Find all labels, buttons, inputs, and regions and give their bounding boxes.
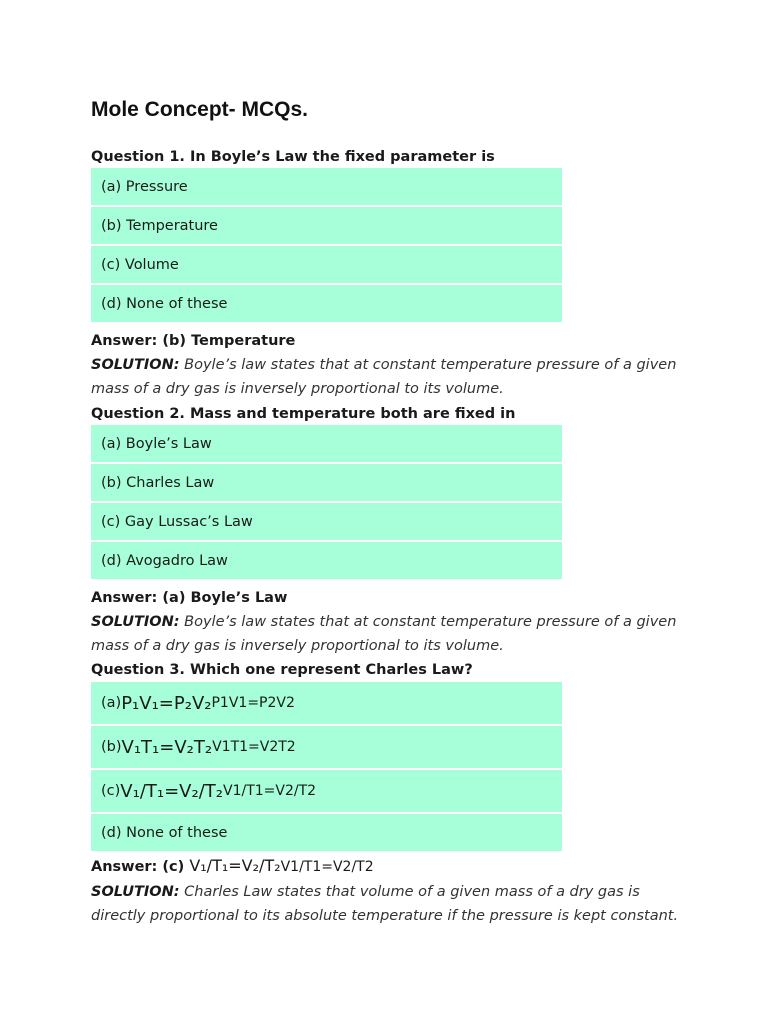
solution-label: SOLUTION: <box>91 614 180 630</box>
answer-label: Answer: (a) Boyle’s Law <box>91 590 288 606</box>
option-prefix: (b) <box>101 739 122 755</box>
solution-text: Charles Law states that volume of a given mass of a dry gas is directly proportional to its absolute temperature if the pressure is kept constant. <box>91 884 679 924</box>
option-formula-plain: V1T1=V2T2 <box>212 739 296 755</box>
question-3-solution <box>91 880 691 928</box>
question-3-options <box>91 682 562 851</box>
question-1-answer <box>91 331 295 351</box>
solution-text: Boyle’s law states that at constant temperature pressure of a given mass of a dry gas is inversely proportional to its volume. <box>91 357 677 397</box>
question-2-solution <box>91 610 691 658</box>
question-3-text: Question 3. Which one represent Charles Law? <box>91 662 473 678</box>
question-2-options <box>91 425 562 579</box>
option-prefix: (a) <box>101 695 122 711</box>
solution-text: Boyle’s law states that at constant temperature pressure of a given mass of a dry gas is inversely proportional to its volume. <box>91 614 677 654</box>
option-1d[interactable]: (d) None of these <box>91 285 562 322</box>
option-2a[interactable]: (a) Boyle’s Law <box>91 425 562 462</box>
question-2-answer <box>91 588 287 608</box>
option-formula-plain: V1/T1=V2/T2 <box>223 783 317 799</box>
option-2c[interactable]: (c) Gay Lussac’s Law <box>91 503 562 540</box>
option-1c[interactable]: (c) Volume <box>91 246 562 283</box>
option-prefix: (c) <box>101 783 121 799</box>
option-3b[interactable] <box>91 726 562 768</box>
solution-label: SOLUTION: <box>91 884 180 900</box>
answer-label: Answer: (c) <box>91 859 190 875</box>
answer-label: Answer: (b) Temperature <box>91 333 296 349</box>
question-3-answer <box>91 856 374 877</box>
option-formula-plain: P1V1=P2V2 <box>211 695 295 711</box>
option-1a[interactable]: (a) Pressure <box>91 168 562 205</box>
solution-label: SOLUTION: <box>91 357 180 373</box>
option-3c[interactable] <box>91 770 562 812</box>
question-1-text: Question 1. In Boyle’s Law the fixed parameter is <box>91 149 495 165</box>
page-title: Mole Concept- MCQs. <box>91 98 309 121</box>
option-2b[interactable]: (b) Charles Law <box>91 464 562 501</box>
option-formula: V₁/T₁=V₂/T₂ <box>120 780 223 802</box>
option-3d[interactable] <box>91 814 562 851</box>
option-formula: V₁T₁=V₂T₂ <box>121 736 213 758</box>
question-2-text: Question 2. Mass and temperature both are fixed in <box>91 406 516 422</box>
question-1-options <box>91 168 562 322</box>
option-2d[interactable]: (d) Avogadro Law <box>91 542 562 579</box>
option-1b[interactable]: (b) Temperature <box>91 207 562 244</box>
option-3a[interactable] <box>91 682 562 724</box>
question-1-solution <box>91 353 691 401</box>
option-prefix: (d) None of these <box>101 824 228 841</box>
answer-formula: V₁/T₁=V₂/T₂ <box>189 856 281 875</box>
answer-formula-plain: V1/T1=V2/T2 <box>280 859 374 875</box>
option-formula: P₁V₁=P₂V₂ <box>121 692 212 714</box>
